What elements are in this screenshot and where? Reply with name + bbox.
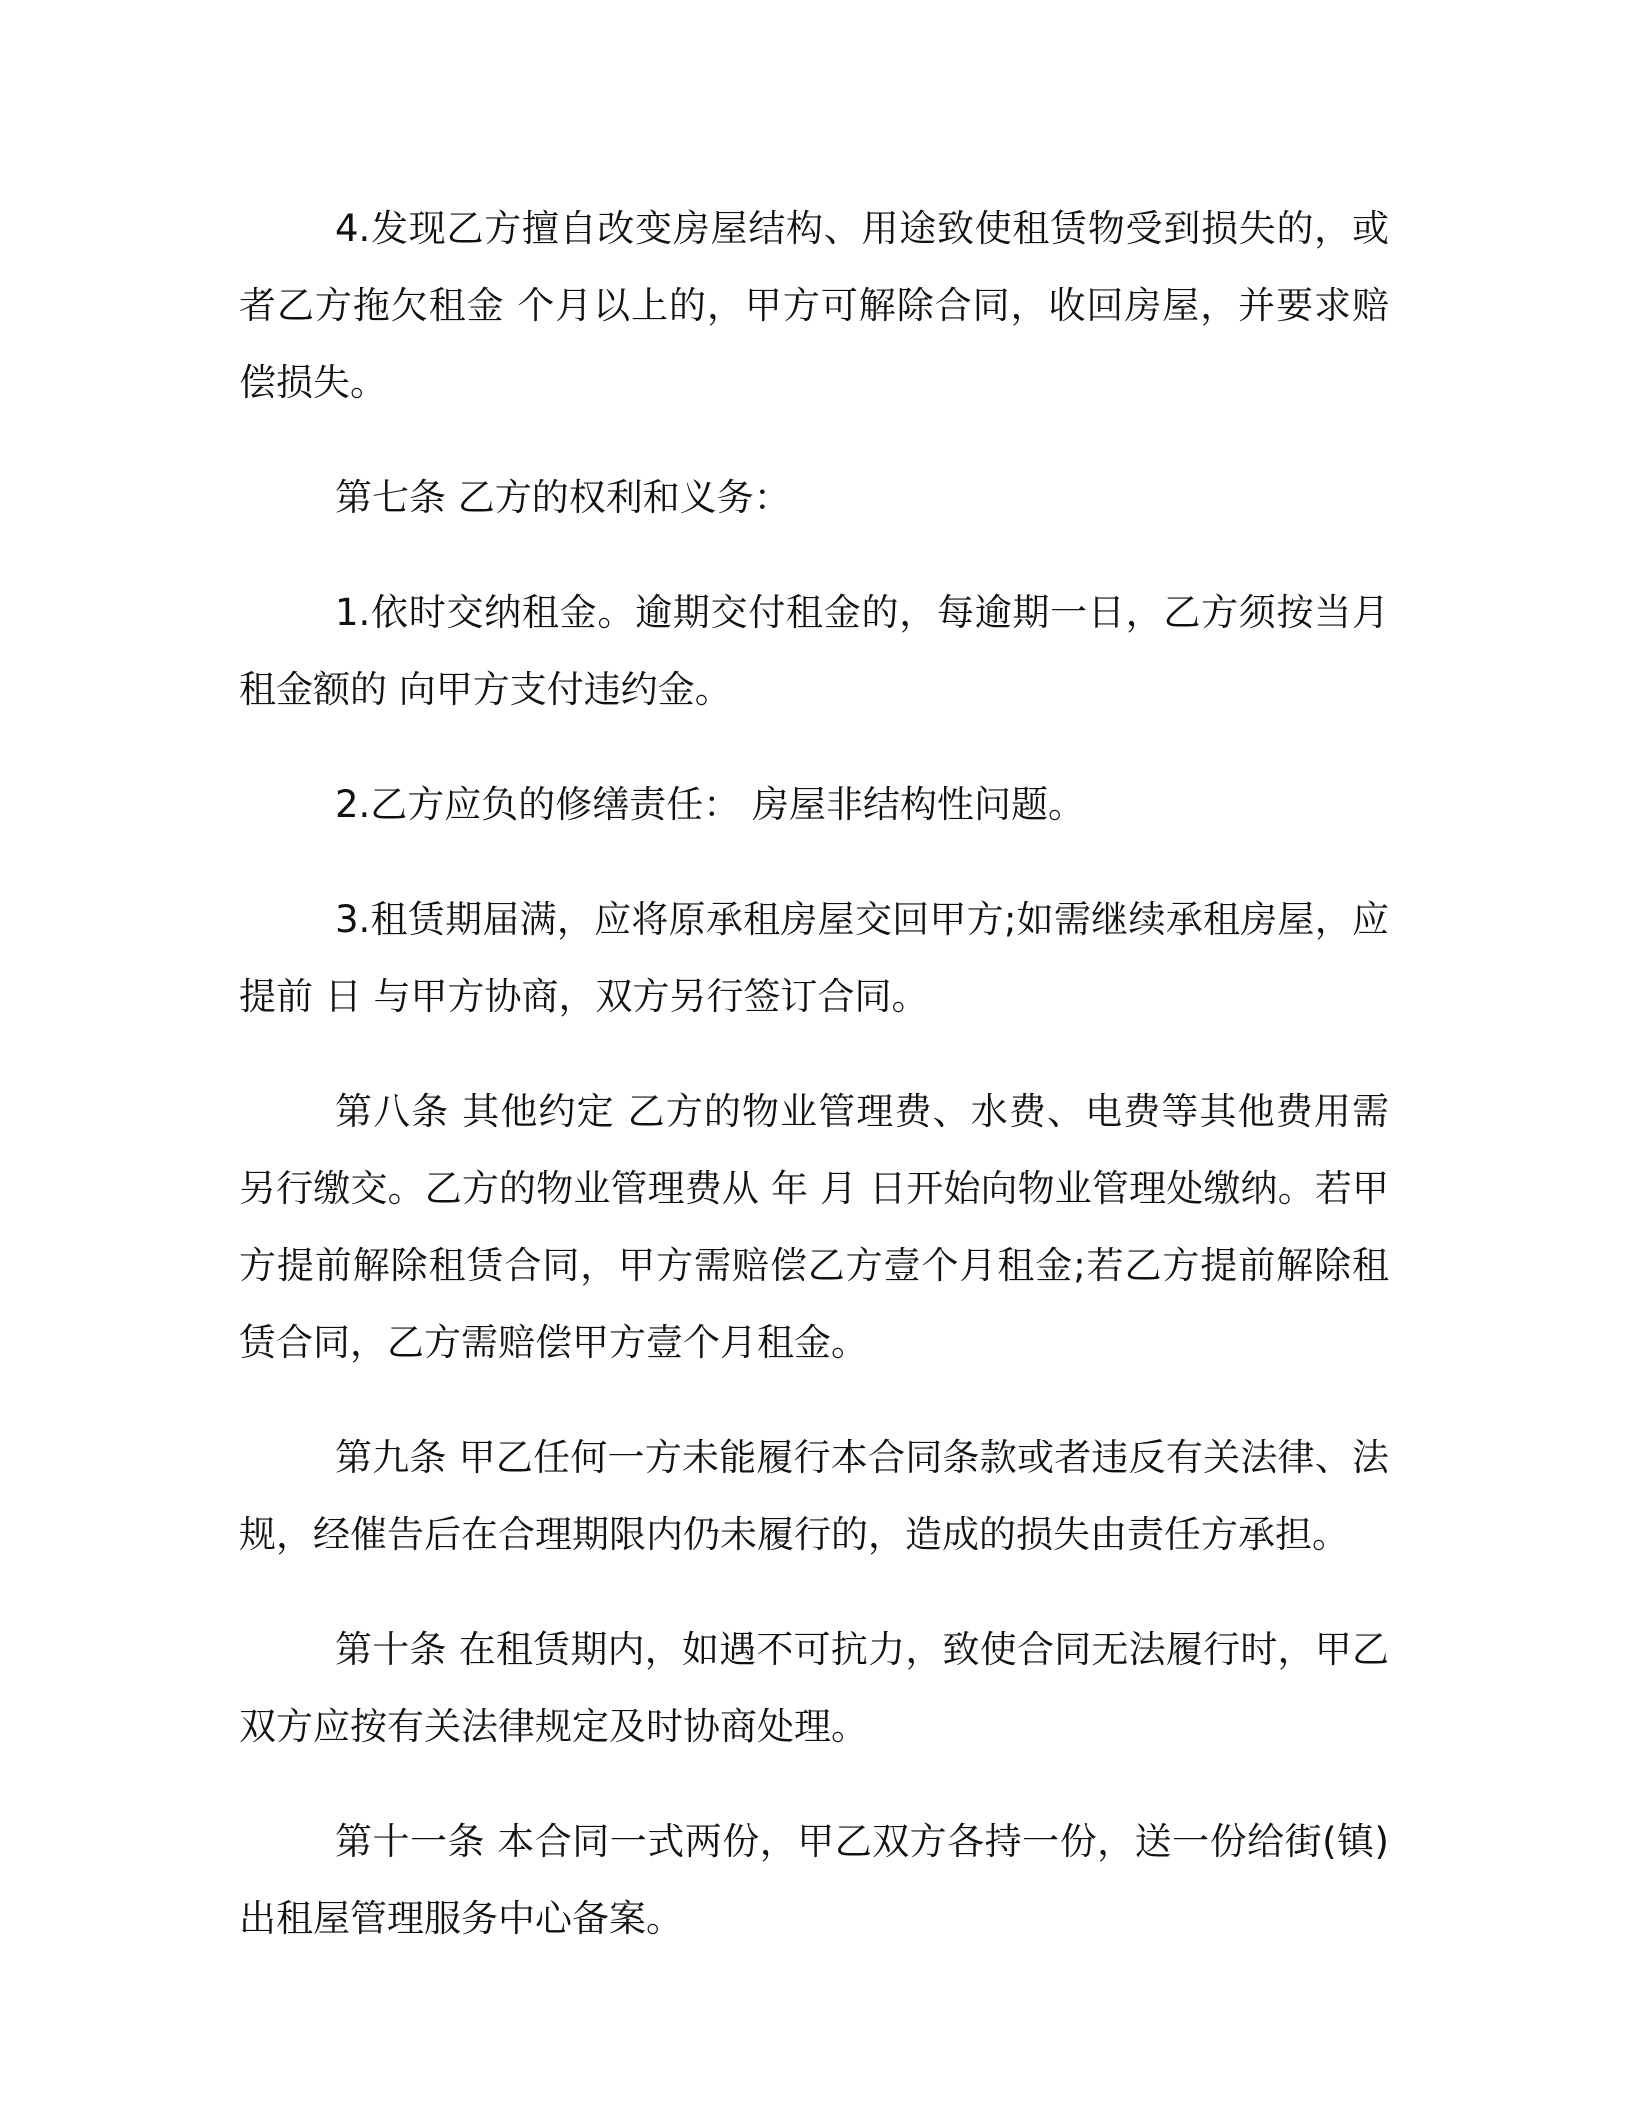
- article-10: 第十条 在租赁期内，如遇不可抗力，致使合同无法履行时，甲乙双方应按有关法律规定及时协商处理。: [239, 1628, 1389, 1748]
- article-11: 第十一条 本合同一式两份，甲乙双方各持一份，送一份给街(镇)出租屋管理服务中心备案。: [239, 1820, 1389, 1940]
- article-9: 第九条 甲乙任何一方未能履行本合同条款或者违反有关法律、法规，经催告后在合理期限内仍未履行的，造成的损失由责任方承担。: [239, 1436, 1389, 1556]
- article-7-item-3: 3.租赁期届满，应将原承租房屋交回甲方;如需继续承租房屋，应提前 日 与甲方协商，双方另行签订合同。: [239, 898, 1389, 1018]
- article-7-item-1: 1.依时交纳租金。逾期交付租金的，每逾期一日，乙方须按当月租金额的 向甲方支付违约金。: [239, 591, 1389, 711]
- document-body: [239, 190, 1389, 1995]
- clause-6-item-4: 4.发现乙方擅自改变房屋结构、用途致使租赁物受到损失的，或者乙方拖欠租金 个月以上的，甲方可解除合同，收回房屋，并要求赔偿损失。: [239, 207, 1389, 404]
- article-7-item-2: 2.乙方应负的修缮责任： 房屋非结构性问题。: [335, 783, 1086, 826]
- article-7-heading: 第七条 乙方的权利和义务：: [335, 476, 791, 519]
- article-8: 第八条 其他约定 乙方的物业管理费、水费、电费等其他费用需另行缴交。乙方的物业管理费从 年 月 日开始向物业管理处缴纳。若甲方提前解除租赁合同，甲方需赔偿乙方壹个月租金;若乙方提前解除租赁合同，乙方需赔偿甲方壹个月租金。: [239, 1090, 1389, 1364]
